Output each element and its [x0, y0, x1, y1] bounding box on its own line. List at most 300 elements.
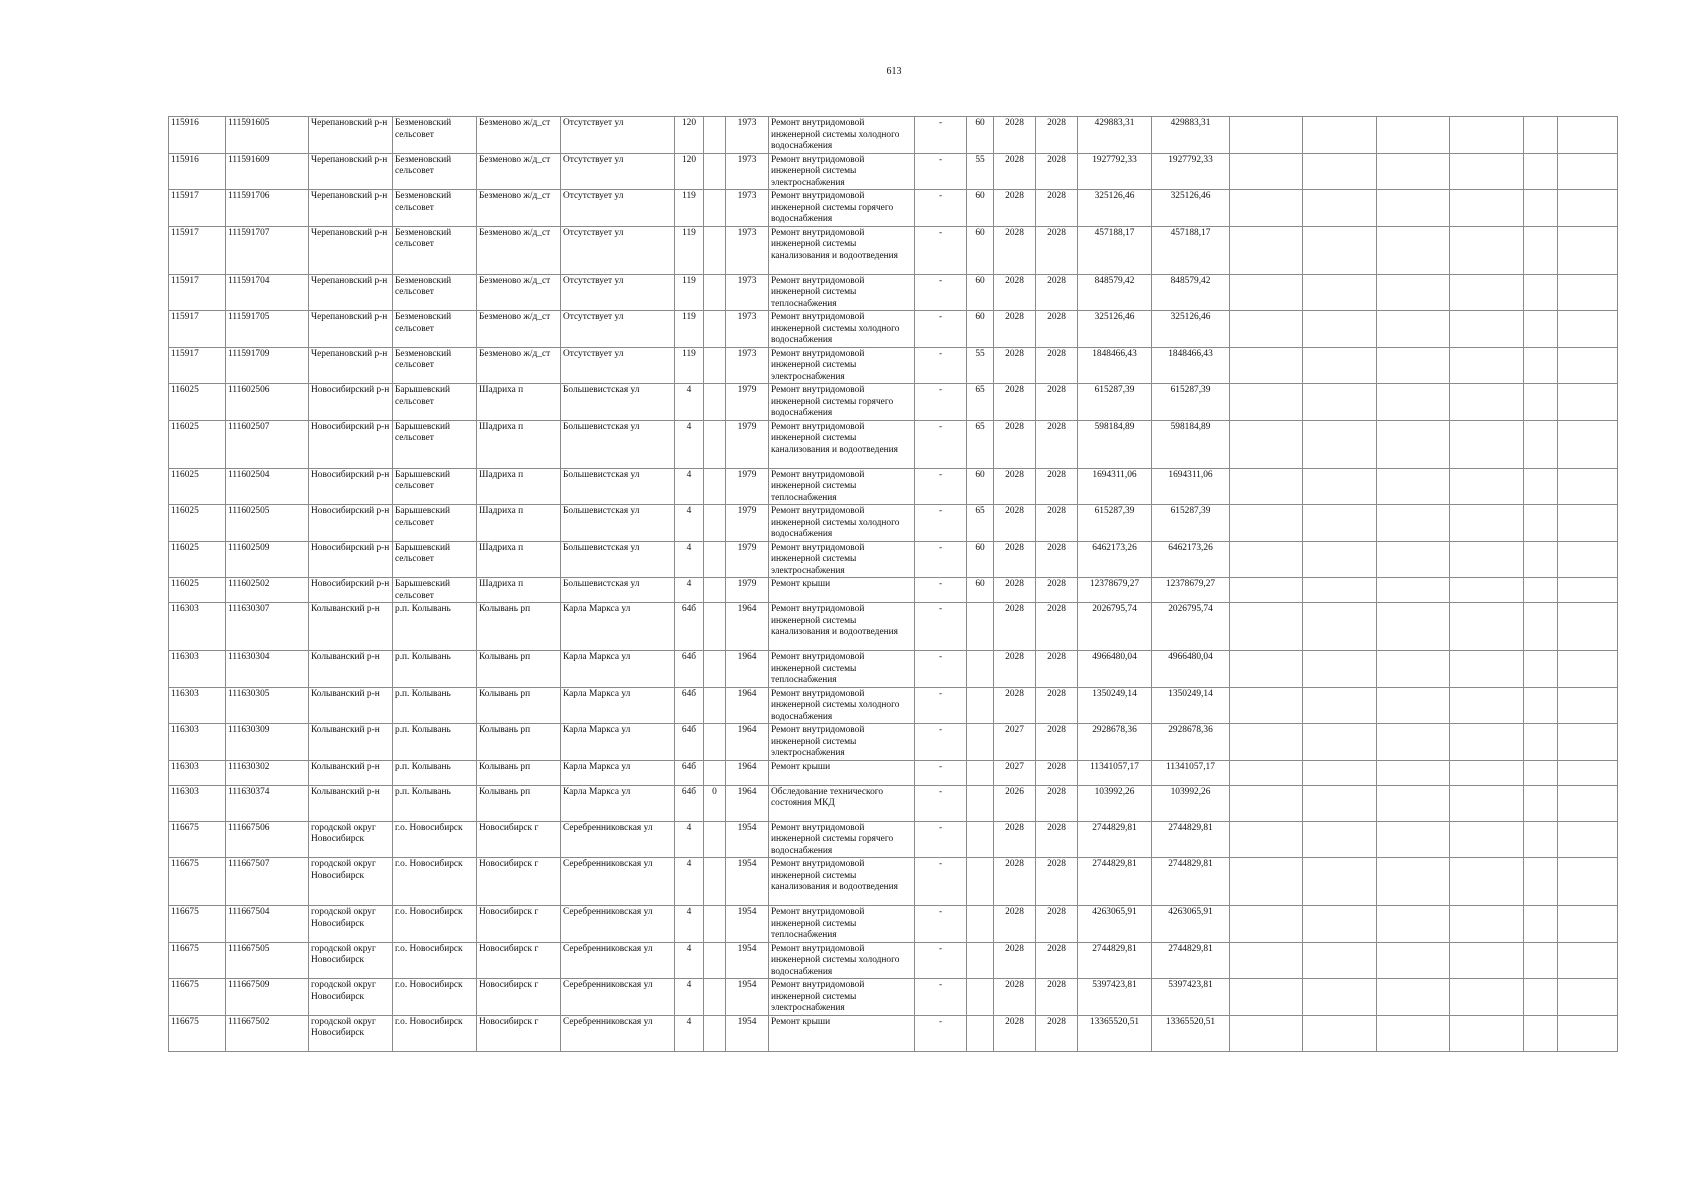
cell-district: Новосибирский р-н: [309, 505, 393, 542]
cell-work-type: Ремонт внутридомовой инженерной системы канализования и водоотведения: [769, 603, 915, 651]
cell-cost-total: 457188,17: [1152, 226, 1230, 274]
cell-street: Серебренниковская ул: [561, 942, 675, 979]
cell-empty: [1230, 858, 1303, 906]
cell-work-type: Ремонт внутридомовой инженерной системы электроснабжения: [769, 724, 915, 761]
cell-deadline-year: 2028: [1036, 541, 1078, 578]
cell-year-built: 1954: [726, 858, 769, 906]
cell-plan-year: 2028: [994, 603, 1036, 651]
cell-wear-percent: 60: [967, 190, 994, 227]
cell-house-number: 120: [675, 153, 704, 190]
cell-empty: [1377, 906, 1450, 943]
cell-note: -: [915, 651, 967, 688]
cell-work-type: Ремонт внутридомовой инженерной системы канализования и водоотведения: [769, 420, 915, 468]
cell-cost-total: 2928678,36: [1152, 724, 1230, 761]
cell-cost: 1694311,06: [1078, 468, 1152, 505]
cell-street: Отсутствует ул: [561, 153, 675, 190]
cell-municipality: р.п. Колывань: [393, 760, 477, 785]
cell-empty: [1558, 821, 1618, 858]
cell-work-type: Ремонт внутридомовой инженерной системы холодного водоснабжения: [769, 687, 915, 724]
cell-wear-percent: [967, 942, 994, 979]
cell-building: [704, 226, 726, 274]
cell-house-id: 116303: [169, 651, 226, 688]
cell-work-id: 111591704: [226, 274, 309, 311]
cell-empty: [1450, 578, 1524, 603]
cell-empty: [1450, 906, 1524, 943]
cell-settlement: Безменово ж/д_ст: [477, 274, 561, 311]
cell-plan-year: 2028: [994, 153, 1036, 190]
cell-plan-year: 2028: [994, 384, 1036, 421]
cell-deadline-year: 2028: [1036, 1015, 1078, 1051]
table-row: [169, 347, 1618, 384]
cell-empty: [1303, 420, 1377, 468]
cell-work-type: Ремонт внутридомовой инженерной системы теплоснабжения: [769, 906, 915, 943]
cell-empty: [1450, 468, 1524, 505]
cell-wear-percent: [967, 821, 994, 858]
cell-empty: [1558, 760, 1618, 785]
cell-empty: [1230, 1015, 1303, 1051]
cell-empty: [1450, 687, 1524, 724]
table-row: [169, 979, 1618, 1016]
cell-deadline-year: 2028: [1036, 274, 1078, 311]
table-row: [169, 226, 1618, 274]
cell-house-id: 116303: [169, 687, 226, 724]
cell-deadline-year: 2028: [1036, 505, 1078, 542]
cell-empty: [1377, 651, 1450, 688]
cell-empty: [1524, 578, 1558, 603]
table-row: [169, 821, 1618, 858]
cell-empty: [1558, 906, 1618, 943]
cell-empty: [1230, 384, 1303, 421]
cell-empty: [1303, 190, 1377, 227]
cell-street: Отсутствует ул: [561, 117, 675, 154]
cell-empty: [1303, 821, 1377, 858]
cell-house-number: 4: [675, 906, 704, 943]
cell-empty: [1450, 1015, 1524, 1051]
cell-empty: [1303, 687, 1377, 724]
cell-empty: [1450, 541, 1524, 578]
cell-empty: [1377, 153, 1450, 190]
cell-deadline-year: 2028: [1036, 384, 1078, 421]
cell-settlement: Шадриха п: [477, 420, 561, 468]
cell-empty: [1230, 468, 1303, 505]
cell-empty: [1524, 420, 1558, 468]
cell-empty: [1524, 651, 1558, 688]
table-row: [169, 724, 1618, 761]
cell-empty: [1377, 979, 1450, 1016]
cell-deadline-year: 2028: [1036, 311, 1078, 348]
cell-note: -: [915, 760, 967, 785]
cell-empty: [1524, 347, 1558, 384]
cell-work-id: 111667505: [226, 942, 309, 979]
cell-deadline-year: 2028: [1036, 578, 1078, 603]
cell-year-built: 1954: [726, 821, 769, 858]
cell-empty: [1524, 153, 1558, 190]
table-row: [169, 274, 1618, 311]
table-row: [169, 651, 1618, 688]
cell-plan-year: 2028: [994, 821, 1036, 858]
cell-empty: [1230, 603, 1303, 651]
cell-municipality: г.о. Новосибирск: [393, 1015, 477, 1051]
cell-empty: [1303, 153, 1377, 190]
cell-cost-total: 11341057,17: [1152, 760, 1230, 785]
cell-building: [704, 347, 726, 384]
cell-wear-percent: [967, 1015, 994, 1051]
cell-empty: [1524, 858, 1558, 906]
cell-empty: [1450, 153, 1524, 190]
cell-empty: [1450, 347, 1524, 384]
cell-empty: [1230, 760, 1303, 785]
cell-empty: [1303, 724, 1377, 761]
cell-settlement: Шадриха п: [477, 578, 561, 603]
cell-street: Карла Маркса ул: [561, 651, 675, 688]
cell-cost: 2928678,36: [1078, 724, 1152, 761]
cell-empty: [1450, 858, 1524, 906]
cell-street: Большевистская ул: [561, 505, 675, 542]
cell-empty: [1450, 603, 1524, 651]
cell-building: [704, 1015, 726, 1051]
cell-empty: [1303, 311, 1377, 348]
cell-building: [704, 687, 726, 724]
cell-plan-year: 2028: [994, 468, 1036, 505]
cell-street: Отсутствует ул: [561, 190, 675, 227]
cell-empty: [1230, 724, 1303, 761]
table-row: [169, 311, 1618, 348]
cell-empty: [1450, 384, 1524, 421]
cell-cost: 11341057,17: [1078, 760, 1152, 785]
cell-cost-total: 325126,46: [1152, 311, 1230, 348]
cell-house-number: 64б: [675, 651, 704, 688]
cell-municipality: р.п. Колывань: [393, 724, 477, 761]
cell-house-id: 116303: [169, 785, 226, 821]
cell-empty: [1230, 117, 1303, 154]
cell-municipality: Безменовский сельсовет: [393, 274, 477, 311]
cell-municipality: Безменовский сельсовет: [393, 190, 477, 227]
cell-municipality: г.о. Новосибирск: [393, 858, 477, 906]
cell-district: Новосибирский р-н: [309, 578, 393, 603]
cell-cost: 2744829,81: [1078, 942, 1152, 979]
cell-empty: [1377, 541, 1450, 578]
cell-wear-percent: 65: [967, 384, 994, 421]
cell-year-built: 1954: [726, 1015, 769, 1051]
cell-cost: 13365520,51: [1078, 1015, 1152, 1051]
cell-year-built: 1964: [726, 687, 769, 724]
cell-cost: 103992,26: [1078, 785, 1152, 821]
cell-house-number: 4: [675, 1015, 704, 1051]
cell-municipality: Барышевский сельсовет: [393, 578, 477, 603]
cell-empty: [1377, 1015, 1450, 1051]
cell-year-built: 1964: [726, 785, 769, 821]
cell-work-id: 111630307: [226, 603, 309, 651]
cell-deadline-year: 2028: [1036, 724, 1078, 761]
cell-deadline-year: 2028: [1036, 979, 1078, 1016]
cell-district: Колыванский р-н: [309, 603, 393, 651]
cell-house-number: 4: [675, 505, 704, 542]
cell-house-number: 4: [675, 578, 704, 603]
cell-building: [704, 603, 726, 651]
cell-settlement: Безменово ж/д_ст: [477, 311, 561, 348]
cell-empty: [1558, 1015, 1618, 1051]
cell-plan-year: 2028: [994, 906, 1036, 943]
cell-empty: [1450, 311, 1524, 348]
cell-work-type: Обследование технического состояния МКД: [769, 785, 915, 821]
cell-settlement: Безменово ж/д_ст: [477, 226, 561, 274]
cell-work-id: 111602506: [226, 384, 309, 421]
cell-empty: [1230, 274, 1303, 311]
cell-street: Отсутствует ул: [561, 226, 675, 274]
cell-building: [704, 760, 726, 785]
cell-empty: [1230, 505, 1303, 542]
cell-work-id: 111630305: [226, 687, 309, 724]
cell-note: -: [915, 724, 967, 761]
cell-cost-total: 4263065,91: [1152, 906, 1230, 943]
cell-municipality: Безменовский сельсовет: [393, 117, 477, 154]
cell-wear-percent: 60: [967, 468, 994, 505]
cell-cost: 1848466,43: [1078, 347, 1152, 384]
cell-plan-year: 2028: [994, 858, 1036, 906]
cell-street: Большевистская ул: [561, 384, 675, 421]
cell-work-type: Ремонт внутридомовой инженерной системы электроснабжения: [769, 979, 915, 1016]
cell-empty: [1303, 117, 1377, 154]
cell-district: Новосибирский р-н: [309, 384, 393, 421]
cell-cost-total: 2744829,81: [1152, 942, 1230, 979]
table-row: [169, 603, 1618, 651]
cell-year-built: 1973: [726, 153, 769, 190]
cell-house-id: 116675: [169, 1015, 226, 1051]
cell-empty: [1450, 190, 1524, 227]
cell-work-type: Ремонт внутридомовой инженерной системы холодного водоснабжения: [769, 942, 915, 979]
cell-empty: [1524, 821, 1558, 858]
cell-work-type: Ремонт внутридомовой инженерной системы теплоснабжения: [769, 651, 915, 688]
cell-house-number: 4: [675, 858, 704, 906]
table-body: [169, 117, 1618, 1052]
cell-empty: [1230, 153, 1303, 190]
cell-deadline-year: 2028: [1036, 420, 1078, 468]
cell-building: [704, 821, 726, 858]
cell-wear-percent: [967, 906, 994, 943]
cell-wear-percent: 55: [967, 153, 994, 190]
cell-year-built: 1964: [726, 760, 769, 785]
cell-municipality: Барышевский сельсовет: [393, 541, 477, 578]
cell-house-number: 4: [675, 979, 704, 1016]
cell-building: [704, 906, 726, 943]
cell-municipality: р.п. Колывань: [393, 603, 477, 651]
cell-settlement: Шадриха п: [477, 384, 561, 421]
cell-empty: [1450, 724, 1524, 761]
cell-empty: [1524, 942, 1558, 979]
cell-year-built: 1973: [726, 311, 769, 348]
cell-deadline-year: 2028: [1036, 226, 1078, 274]
cell-street: Карла Маркса ул: [561, 603, 675, 651]
cell-settlement: Безменово ж/д_ст: [477, 347, 561, 384]
cell-plan-year: 2028: [994, 505, 1036, 542]
cell-building: [704, 651, 726, 688]
cell-empty: [1303, 505, 1377, 542]
cell-empty: [1558, 311, 1618, 348]
cell-settlement: Безменово ж/д_ст: [477, 153, 561, 190]
cell-cost: 848579,42: [1078, 274, 1152, 311]
cell-empty: [1230, 541, 1303, 578]
cell-note: -: [915, 420, 967, 468]
cell-work-id: 111667509: [226, 979, 309, 1016]
cell-empty: [1377, 785, 1450, 821]
cell-work-type: Ремонт внутридомовой инженерной системы теплоснабжения: [769, 468, 915, 505]
cell-wear-percent: 60: [967, 117, 994, 154]
cell-cost-total: 4966480,04: [1152, 651, 1230, 688]
cell-district: Колыванский р-н: [309, 687, 393, 724]
cell-work-type: Ремонт внутридомовой инженерной системы канализования и водоотведения: [769, 226, 915, 274]
cell-house-id: 115917: [169, 347, 226, 384]
cell-cost: 457188,17: [1078, 226, 1152, 274]
cell-empty: [1230, 651, 1303, 688]
cell-municipality: Барышевский сельсовет: [393, 420, 477, 468]
cell-empty: [1303, 1015, 1377, 1051]
cell-house-id: 115917: [169, 311, 226, 348]
cell-work-id: 111630302: [226, 760, 309, 785]
cell-empty: [1377, 384, 1450, 421]
cell-house-number: 119: [675, 190, 704, 227]
cell-street: Отсутствует ул: [561, 311, 675, 348]
cell-settlement: Новосибирск г: [477, 906, 561, 943]
cell-street: Карла Маркса ул: [561, 687, 675, 724]
cell-house-number: 4: [675, 420, 704, 468]
cell-cost: 1927792,33: [1078, 153, 1152, 190]
cell-empty: [1377, 347, 1450, 384]
cell-work-id: 111667504: [226, 906, 309, 943]
cell-empty: [1303, 858, 1377, 906]
cell-house-number: 119: [675, 311, 704, 348]
cell-empty: [1524, 785, 1558, 821]
cell-empty: [1524, 979, 1558, 1016]
cell-empty: [1377, 505, 1450, 542]
cell-deadline-year: 2028: [1036, 468, 1078, 505]
cell-municipality: р.п. Колывань: [393, 651, 477, 688]
cell-cost: 2744829,81: [1078, 821, 1152, 858]
table-row: [169, 153, 1618, 190]
cell-cost-total: 2744829,81: [1152, 858, 1230, 906]
cell-cost-total: 12378679,27: [1152, 578, 1230, 603]
cell-house-id: 116025: [169, 505, 226, 542]
cell-empty: [1524, 226, 1558, 274]
cell-settlement: Новосибирск г: [477, 979, 561, 1016]
cell-wear-percent: 55: [967, 347, 994, 384]
cell-building: [704, 942, 726, 979]
cell-cost-total: 429883,31: [1152, 117, 1230, 154]
cell-year-built: 1973: [726, 117, 769, 154]
cell-district: Новосибирский р-н: [309, 468, 393, 505]
cell-cost-total: 848579,42: [1152, 274, 1230, 311]
cell-plan-year: 2028: [994, 274, 1036, 311]
cell-cost: 1350249,14: [1078, 687, 1152, 724]
cell-year-built: 1979: [726, 541, 769, 578]
cell-empty: [1524, 687, 1558, 724]
cell-note: -: [915, 117, 967, 154]
cell-deadline-year: 2028: [1036, 603, 1078, 651]
cell-note: -: [915, 785, 967, 821]
cell-cost: 12378679,27: [1078, 578, 1152, 603]
table-row: [169, 578, 1618, 603]
cell-work-id: 111591707: [226, 226, 309, 274]
cell-note: -: [915, 468, 967, 505]
cell-cost-total: 13365520,51: [1152, 1015, 1230, 1051]
cell-house-id: 116025: [169, 468, 226, 505]
cell-cost: 4966480,04: [1078, 651, 1152, 688]
cell-year-built: 1973: [726, 347, 769, 384]
cell-empty: [1377, 724, 1450, 761]
cell-building: [704, 979, 726, 1016]
cell-street: Отсутствует ул: [561, 274, 675, 311]
cell-settlement: Шадриха п: [477, 505, 561, 542]
cell-house-number: 120: [675, 117, 704, 154]
cell-empty: [1558, 190, 1618, 227]
table-row: [169, 785, 1618, 821]
cell-plan-year: 2028: [994, 541, 1036, 578]
cell-work-id: 111602509: [226, 541, 309, 578]
cell-empty: [1303, 651, 1377, 688]
cell-empty: [1377, 190, 1450, 227]
cell-empty: [1303, 760, 1377, 785]
cell-empty: [1377, 420, 1450, 468]
cell-note: -: [915, 541, 967, 578]
cell-settlement: Колывань рп: [477, 603, 561, 651]
cell-empty: [1558, 226, 1618, 274]
cell-plan-year: 2028: [994, 979, 1036, 1016]
cell-plan-year: 2028: [994, 311, 1036, 348]
cell-cost-total: 1694311,06: [1152, 468, 1230, 505]
cell-settlement: Новосибирск г: [477, 1015, 561, 1051]
table-row: [169, 942, 1618, 979]
cell-year-built: 1979: [726, 505, 769, 542]
cell-empty: [1558, 117, 1618, 154]
table-row: [169, 505, 1618, 542]
cell-house-number: 64б: [675, 760, 704, 785]
cell-settlement: Колывань рп: [477, 724, 561, 761]
cell-municipality: Барышевский сельсовет: [393, 505, 477, 542]
cell-work-type: Ремонт внутридомовой инженерной системы электроснабжения: [769, 347, 915, 384]
cell-work-id: 111667502: [226, 1015, 309, 1051]
cell-empty: [1558, 384, 1618, 421]
cell-house-id: 115916: [169, 153, 226, 190]
cell-note: -: [915, 153, 967, 190]
cell-cost: 615287,39: [1078, 505, 1152, 542]
cell-house-number: 4: [675, 468, 704, 505]
cell-house-id: 115916: [169, 117, 226, 154]
cell-plan-year: 2028: [994, 117, 1036, 154]
cell-wear-percent: 60: [967, 226, 994, 274]
cell-house-number: 64б: [675, 785, 704, 821]
cell-empty: [1450, 821, 1524, 858]
cell-empty: [1558, 785, 1618, 821]
cell-empty: [1303, 785, 1377, 821]
cell-empty: [1230, 979, 1303, 1016]
cell-building: [704, 190, 726, 227]
cell-empty: [1303, 578, 1377, 603]
cell-cost-total: 1848466,43: [1152, 347, 1230, 384]
cell-building: [704, 420, 726, 468]
cell-street: Отсутствует ул: [561, 347, 675, 384]
cell-district: Новосибирский р-н: [309, 420, 393, 468]
cell-municipality: Барышевский сельсовет: [393, 384, 477, 421]
cell-wear-percent: [967, 785, 994, 821]
cell-empty: [1230, 687, 1303, 724]
cell-street: Серебренниковская ул: [561, 1015, 675, 1051]
cell-district: городской округ Новосибирск: [309, 1015, 393, 1051]
cell-empty: [1377, 687, 1450, 724]
cell-house-number: 64б: [675, 687, 704, 724]
cell-year-built: 1973: [726, 226, 769, 274]
cell-municipality: г.о. Новосибирск: [393, 942, 477, 979]
cell-building: [704, 505, 726, 542]
cell-empty: [1303, 226, 1377, 274]
